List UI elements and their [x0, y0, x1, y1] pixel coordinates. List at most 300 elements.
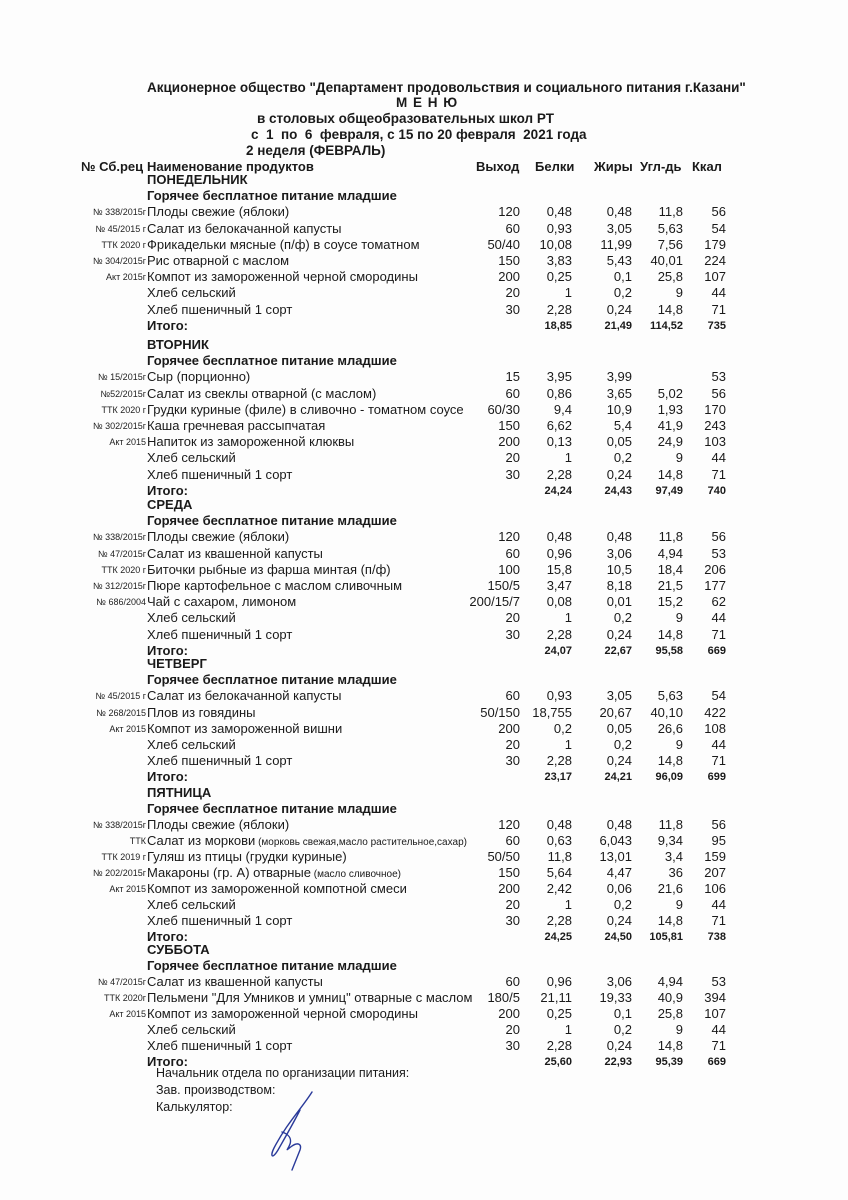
fat-value: 8,18 — [606, 578, 632, 593]
recipe-code: ТТК 2020 г — [101, 564, 146, 575]
fat-value: 3,05 — [606, 688, 632, 704]
dish-name: Салат из свеклы отварной (с маслом) — [147, 385, 377, 401]
kcal-value: 207 — [704, 865, 726, 880]
kcal-value: 44 — [711, 737, 726, 752]
kcal-value: 170 — [704, 401, 726, 417]
recipe-code: № 47/2015г — [98, 977, 146, 987]
kcal-value: 108 — [704, 720, 726, 736]
recipe-code: № 15/2015г — [98, 372, 146, 383]
document-title: М Е Н Ю — [396, 95, 459, 110]
fat-value: 0,06 — [606, 881, 632, 896]
day-name: СРЕДА — [147, 497, 193, 512]
fat-value: 0,1 — [613, 1006, 632, 1021]
dish-name: Напиток из замороженной клюквы — [147, 434, 355, 450]
protein-value: 18,755 — [532, 704, 572, 720]
total-kcal: 735 — [707, 319, 726, 332]
kcal-value: 56 — [711, 204, 726, 220]
week-label: 2 неделя (ФЕВРАЛЬ) — [246, 143, 386, 158]
portion-output: 20 — [505, 610, 520, 626]
portion-output: 30 — [505, 913, 520, 928]
dish-name: Чай с сахаром, лимоном — [147, 594, 297, 610]
dish-name-wrap — [147, 833, 467, 848]
protein-value: 3,83 — [546, 253, 572, 268]
portion-output: 60 — [505, 220, 520, 236]
fat-value: 0,24 — [606, 301, 632, 317]
menu-item-row — [0, 418, 848, 434]
kcal-value: 53 — [711, 974, 726, 989]
dish-name: Хлеб пшеничный 1 сорт — [147, 753, 293, 769]
footer-head-of-department: Начальник отдела по организации питания: — [156, 1066, 410, 1080]
carbs-value: 9 — [675, 610, 683, 626]
total-fat: 24,21 — [604, 771, 632, 784]
total-carbs: 97,49 — [655, 484, 683, 497]
protein-value: 2,28 — [546, 301, 572, 317]
total-row — [0, 769, 848, 785]
portion-output: 30 — [505, 626, 520, 642]
dish-name: Хлеб сельский — [147, 737, 236, 752]
protein-value: 0,25 — [546, 1006, 572, 1021]
carbs-value: 40,9 — [657, 990, 683, 1005]
document-subtitle: в столовых общеобразовательных школ РТ — [257, 111, 554, 126]
recipe-code: ТТК 2020г — [103, 993, 146, 1003]
menu-item-row — [0, 1022, 848, 1038]
carbs-value: 25,8 — [657, 269, 683, 285]
recipe-code: №52/2015г — [100, 388, 146, 399]
dish-name: Рис отварной с маслом — [147, 253, 290, 268]
menu-item-row — [0, 467, 848, 483]
portion-output: 200 — [498, 720, 520, 736]
protein-value: 0,93 — [546, 688, 572, 704]
portion-output: 200 — [498, 434, 520, 450]
portion-output: 20 — [505, 897, 520, 912]
dish-name: Компот из замороженной компотной смеси — [147, 881, 407, 896]
fat-value: 0,2 — [613, 285, 632, 301]
recipe-code: № 268/2015 — [96, 707, 146, 718]
total-label: Итого: — [147, 769, 188, 785]
day-name: ЧЕТВЕРГ — [147, 656, 207, 671]
date-range: с 1 по 6 февраля, с 15 по 20 февраля 2021 года — [251, 127, 587, 142]
portion-output: 60 — [505, 833, 520, 848]
column-header-protein: Белки — [535, 159, 575, 174]
menu-item-row — [0, 849, 848, 865]
menu-item-row — [0, 253, 848, 269]
carbs-value: 18,4 — [657, 561, 683, 577]
recipe-code: ТТК 2019 г — [101, 852, 146, 862]
total-row — [0, 318, 848, 334]
fat-value: 0,48 — [606, 529, 632, 545]
fat-value: 13,01 — [599, 849, 632, 864]
portion-output: 150 — [498, 865, 520, 880]
menu-item-row — [0, 237, 848, 253]
section-name: Горячее бесплатное питание младшие — [147, 672, 397, 688]
kcal-value: 107 — [704, 1006, 726, 1021]
dish-name: Хлеб пшеничный 1 сорт — [147, 1038, 293, 1053]
day-heading — [0, 942, 848, 958]
fat-value: 0,2 — [613, 1022, 632, 1037]
recipe-code: ТТК 2020 г — [101, 404, 146, 415]
portion-output: 20 — [505, 450, 520, 466]
recipe-code: № 302/2015г — [93, 421, 146, 431]
carbs-value: 14,8 — [657, 466, 683, 482]
protein-value: 2,28 — [546, 753, 572, 769]
protein-value: 2,28 — [546, 913, 572, 928]
protein-value: 5,64 — [546, 865, 572, 880]
fat-value: 5,4 — [613, 418, 632, 433]
recipe-code: № 45/2015 г — [95, 223, 146, 234]
recipe-code: ТТК 2020 г — [101, 239, 146, 250]
portion-output: 30 — [505, 1038, 520, 1053]
protein-value: 2,42 — [546, 881, 572, 896]
menu-item-row — [0, 627, 848, 643]
menu-item-row — [0, 434, 848, 450]
dish-name: Хлеб пшеничный 1 сорт — [147, 626, 293, 642]
column-header-fat: Жиры — [594, 159, 633, 174]
fat-value: 0,05 — [606, 720, 632, 736]
menu-item-row — [0, 753, 848, 769]
recipe-code: Акт 2015г — [106, 272, 146, 283]
fat-value: 3,06 — [606, 974, 632, 989]
carbs-value: 9 — [675, 1022, 683, 1037]
carbs-value: 4,94 — [657, 974, 683, 989]
recipe-code: № 338/2015г — [93, 820, 146, 830]
dish-name: Компот из замороженной черной смородины — [147, 269, 418, 285]
carbs-value: 9 — [675, 285, 683, 301]
portion-output: 150/5 — [487, 578, 520, 593]
total-carbs: 96,09 — [655, 771, 683, 784]
portion-output: 100 — [498, 561, 520, 577]
dish-name: Салат из белокачанной капусты — [147, 688, 342, 704]
portion-output: 120 — [498, 529, 520, 545]
dish-name: Гуляш из птицы (грудки куриные) — [147, 849, 347, 864]
carbs-value: 5,63 — [657, 220, 683, 236]
protein-value: 3,47 — [546, 578, 572, 593]
fat-value: 19,33 — [599, 990, 632, 1005]
protein-value: 0,96 — [546, 974, 572, 989]
portion-output: 20 — [505, 285, 520, 301]
carbs-value: 21,6 — [657, 881, 683, 896]
dish-name: Грудки куриные (филе) в сливочно - томатном соусе — [147, 401, 464, 417]
portion-output: 50/50 — [487, 849, 520, 864]
portion-output: 50/40 — [487, 236, 520, 252]
dish-name: Хлеб пшеничный 1 сорт — [147, 913, 293, 928]
kcal-value: 53 — [711, 369, 726, 385]
fat-value: 0,01 — [606, 594, 632, 610]
protein-value: 9,4 — [553, 401, 572, 417]
recipe-code: № 47/2015г — [98, 548, 146, 559]
recipe-code: № 312/2015г — [93, 581, 146, 591]
kcal-value: 107 — [704, 269, 726, 285]
dish-name: Компот из замороженной черной смородины — [147, 1006, 418, 1021]
total-fat: 24,43 — [604, 484, 632, 497]
fat-value: 0,2 — [613, 897, 632, 912]
kcal-value: 224 — [704, 253, 726, 268]
signature-icon — [262, 1088, 322, 1178]
menu-item-row — [0, 990, 848, 1006]
menu-item-row — [0, 594, 848, 610]
menu-item-row — [0, 705, 848, 721]
section-name: Горячее бесплатное питание младшие — [147, 353, 397, 369]
menu-item-row — [0, 865, 848, 881]
portion-output: 200 — [498, 1006, 520, 1021]
day-heading — [0, 785, 848, 801]
portion-output: 60 — [505, 385, 520, 401]
org-title: Акционерное общество "Департамент продовольствия и социального питания г.Казани" — [147, 80, 746, 95]
protein-value: 2,28 — [546, 466, 572, 482]
portion-output: 20 — [505, 1022, 520, 1037]
kcal-value: 56 — [711, 529, 726, 545]
carbs-value: 11,8 — [658, 204, 683, 220]
menu-item-row — [0, 285, 848, 301]
fat-value: 6,043 — [599, 833, 632, 848]
total-kcal: 669 — [707, 644, 726, 657]
protein-value: 1 — [564, 450, 572, 466]
dish-name: Фрикадельки мясные (п/ф) в соусе томатном — [147, 236, 420, 252]
dish-name: Плоды свежие (яблоки) — [147, 817, 290, 832]
dish-name: Хлеб сельский — [147, 450, 236, 466]
total-protein: 24,25 — [544, 931, 572, 943]
kcal-value: 71 — [711, 753, 726, 769]
dish-name: Макароны (гр. А) отварные — [147, 865, 312, 880]
recipe-code: Акт 2015 — [109, 723, 146, 734]
fat-value: 0,48 — [606, 817, 632, 832]
total-protein: 18,85 — [544, 319, 572, 332]
carbs-value: 15,2 — [657, 594, 683, 610]
kcal-value: 44 — [711, 285, 726, 301]
carbs-value: 11,8 — [658, 529, 683, 545]
kcal-value: 95 — [711, 833, 726, 848]
portion-output: 30 — [505, 301, 520, 317]
portion-output: 50/150 — [480, 704, 520, 720]
menu-item-row — [0, 269, 848, 285]
column-header-carbs: Угл-дь — [640, 159, 682, 174]
dish-name: Хлеб сельский — [147, 285, 236, 301]
carbs-value: 3,4 — [664, 849, 683, 864]
day-name: ВТОРНИК — [147, 337, 209, 352]
column-header-name: Наименование продуктов — [147, 159, 314, 174]
total-kcal: 738 — [707, 931, 726, 943]
dish-name: Биточки рыбные из фарша минтая (п/ф) — [147, 561, 391, 577]
recipe-code: Акт 2015 — [109, 1009, 146, 1019]
menu-item-row — [0, 974, 848, 990]
total-carbs: 114,52 — [649, 319, 683, 332]
kcal-value: 62 — [711, 594, 726, 610]
section-heading — [0, 672, 848, 688]
menu-item-row — [0, 302, 848, 318]
fat-value: 0,24 — [606, 626, 632, 642]
recipe-code: № 45/2015 г — [95, 691, 146, 702]
carbs-value: 9 — [675, 450, 683, 466]
carbs-value: 25,8 — [657, 1006, 683, 1021]
portion-output: 120 — [498, 204, 520, 220]
total-fat: 22,93 — [604, 1056, 632, 1068]
protein-value: 1 — [564, 610, 572, 626]
kcal-value: 394 — [704, 990, 726, 1005]
dish-name: Салат из квашенной капусты — [147, 974, 323, 989]
menu-item-row — [0, 913, 848, 929]
portion-output: 150 — [498, 418, 520, 433]
total-kcal: 669 — [707, 1056, 726, 1068]
fat-value: 10,5 — [606, 561, 632, 577]
fat-value: 0,24 — [606, 753, 632, 769]
dish-name: Хлеб сельский — [147, 1022, 236, 1037]
day-name: СУББОТА — [147, 942, 210, 957]
menu-item-row — [0, 529, 848, 545]
fat-value: 3,65 — [606, 385, 632, 401]
carbs-value: 14,8 — [657, 626, 683, 642]
portion-output: 180/5 — [487, 990, 520, 1005]
kcal-value: 54 — [711, 220, 726, 236]
fat-value: 3,99 — [606, 369, 632, 385]
kcal-value: 53 — [711, 545, 726, 561]
protein-value: 6,62 — [546, 418, 572, 433]
section-name: Горячее бесплатное питание младшие — [147, 513, 397, 529]
footer-production-manager: Зав. производством: — [156, 1083, 276, 1097]
portion-output: 60 — [505, 974, 520, 989]
recipe-code: № 202/2015г — [93, 868, 146, 878]
fat-value: 0,48 — [606, 204, 632, 220]
menu-item-row — [0, 833, 848, 849]
recipe-code: Акт 2015 — [109, 437, 146, 448]
protein-value: 1 — [564, 737, 572, 752]
portion-output: 30 — [505, 466, 520, 482]
dish-name: Пельмени "Для Умников и умниц" отварные с маслом — [147, 990, 473, 1005]
menu-item-row — [0, 721, 848, 737]
dish-name-wrap — [147, 865, 401, 880]
menu-item-row — [0, 817, 848, 833]
total-kcal: 740 — [707, 484, 726, 497]
section-name: Горячее бесплатное питание младшие — [147, 801, 397, 816]
portion-output: 15 — [505, 369, 520, 385]
menu-item-row — [0, 386, 848, 402]
total-fat: 24,50 — [604, 931, 632, 943]
portion-output: 60 — [505, 688, 520, 704]
total-fat: 22,67 — [604, 644, 632, 657]
total-protein: 24,24 — [544, 484, 572, 497]
total-label: Итого: — [147, 929, 188, 944]
fat-value: 0,2 — [613, 737, 632, 752]
carbs-value: 14,8 — [657, 913, 683, 928]
kcal-value: 206 — [704, 561, 726, 577]
kcal-value: 179 — [704, 236, 726, 252]
total-protein: 24,07 — [544, 644, 572, 657]
protein-value: 2,28 — [546, 626, 572, 642]
dish-note: (морковь свежая,масло растительное,сахар) — [255, 837, 467, 848]
kcal-value: 44 — [711, 1022, 726, 1037]
kcal-value: 243 — [704, 418, 726, 433]
portion-output: 200 — [498, 269, 520, 285]
total-fat: 21,49 — [604, 319, 632, 332]
total-label: Итого: — [147, 642, 188, 658]
kcal-value: 44 — [711, 897, 726, 912]
menu-item-row — [0, 402, 848, 418]
section-name: Горячее бесплатное питание младшие — [147, 188, 397, 204]
fat-value: 0,1 — [613, 269, 632, 285]
protein-value: 0,08 — [546, 594, 572, 610]
dish-name: Плов из говядины — [147, 704, 256, 720]
total-carbs: 105,81 — [649, 931, 683, 943]
protein-value: 0,96 — [546, 545, 572, 561]
menu-item-row — [0, 610, 848, 626]
protein-value: 1 — [564, 1022, 572, 1037]
carbs-value: 24,9 — [657, 434, 683, 450]
kcal-value: 71 — [711, 466, 726, 482]
fat-value: 11,99 — [600, 236, 632, 252]
kcal-value: 56 — [711, 817, 726, 832]
carbs-value: 40,01 — [650, 253, 683, 268]
menu-item-row — [0, 737, 848, 753]
fat-value: 4,47 — [606, 865, 632, 880]
day-heading — [0, 497, 848, 513]
menu-item-row — [0, 221, 848, 237]
protein-value: 0,25 — [546, 269, 572, 285]
dish-name: Пюре картофельное с маслом сливочным — [147, 578, 403, 593]
dish-name: Плоды свежие (яблоки) — [147, 204, 290, 220]
section-heading — [0, 188, 848, 204]
recipe-code: Акт 2015 — [109, 884, 146, 894]
carbs-value: 36 — [668, 865, 683, 880]
fat-value: 0,24 — [606, 1038, 632, 1053]
carbs-value: 26,6 — [657, 720, 683, 736]
protein-value: 1 — [564, 897, 572, 912]
fat-value: 0,24 — [606, 913, 632, 928]
protein-value: 0,93 — [546, 220, 572, 236]
portion-output: 150 — [498, 253, 520, 268]
day-heading — [0, 172, 848, 188]
dish-name: Хлеб пшеничный 1 сорт — [147, 301, 293, 317]
kcal-value: 54 — [711, 688, 726, 704]
kcal-value: 422 — [704, 704, 726, 720]
column-header-output: Выход — [476, 159, 520, 174]
menu-item-row — [0, 562, 848, 578]
column-header-kcal: Ккал — [692, 159, 722, 174]
menu-item-row — [0, 204, 848, 220]
menu-item-row — [0, 450, 848, 466]
kcal-value: 103 — [704, 434, 726, 450]
kcal-value: 71 — [711, 913, 726, 928]
menu-item-row — [0, 1038, 848, 1054]
fat-value: 10,9 — [606, 401, 632, 417]
carbs-value: 9 — [675, 897, 683, 912]
protein-value: 0,86 — [546, 385, 572, 401]
dish-name: Сыр (порционно) — [147, 369, 251, 385]
protein-value: 0,63 — [546, 833, 572, 848]
recipe-code: ТТК — [129, 836, 146, 846]
fat-value: 3,05 — [606, 220, 632, 236]
kcal-value: 56 — [711, 385, 726, 401]
carbs-value: 5,63 — [657, 688, 683, 704]
total-protein: 23,17 — [544, 771, 572, 784]
carbs-value: 14,8 — [657, 1038, 683, 1053]
section-heading — [0, 513, 848, 529]
day-name: ПОНЕДЕЛЬНИК — [147, 172, 248, 187]
kcal-value: 44 — [711, 610, 726, 626]
menu-item-row — [0, 897, 848, 913]
fat-value: 0,2 — [613, 610, 632, 626]
day-heading — [0, 656, 848, 672]
carbs-value: 1,93 — [657, 401, 683, 417]
fat-value: 3,06 — [606, 545, 632, 561]
portion-output: 120 — [498, 817, 520, 832]
kcal-value: 71 — [711, 301, 726, 317]
carbs-value: 40,10 — [650, 704, 683, 720]
section-heading — [0, 801, 848, 817]
protein-value: 15,8 — [546, 561, 572, 577]
total-kcal: 699 — [707, 771, 726, 784]
total-carbs: 95,39 — [655, 1056, 683, 1068]
footer-calculator: Калькулятор: — [156, 1100, 233, 1114]
dish-name: Хлеб сельский — [147, 610, 236, 626]
dish-note: (масло сливочное) — [311, 869, 401, 880]
